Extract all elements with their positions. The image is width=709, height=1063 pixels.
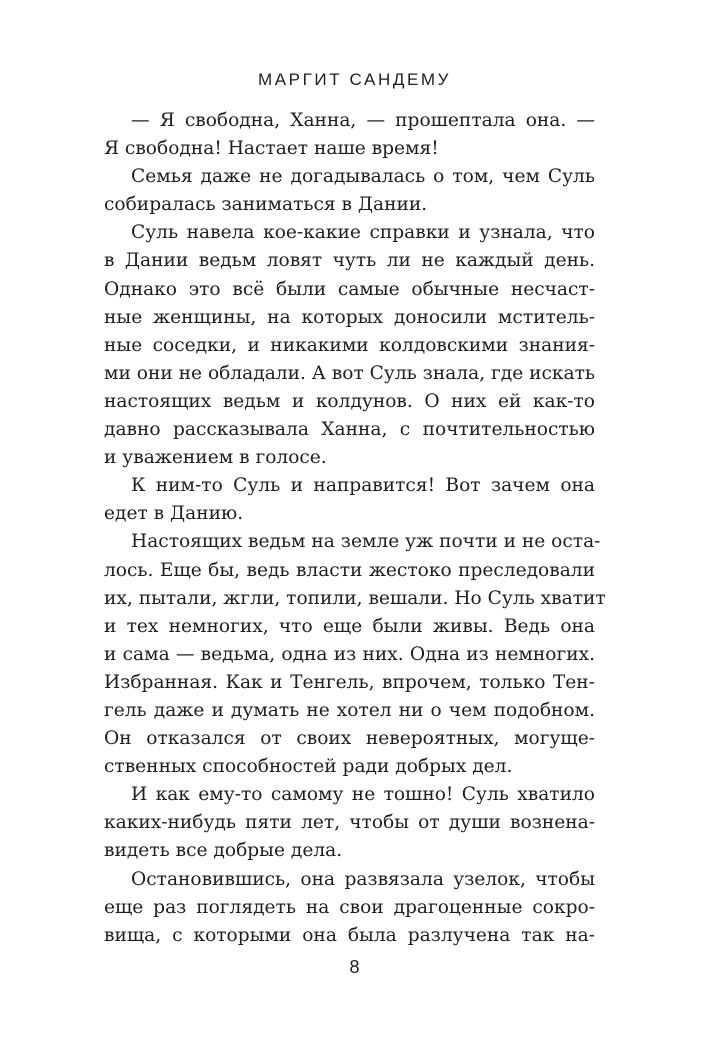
text-line: К ним-то Суль и направится! Вот зачем она [131,475,595,497]
text-line: ные соседки, и никакими колдовскими знания- [104,334,595,356]
text-line: в Дании ведьм ловят чуть ли не каждый день. [104,250,595,272]
page-number: 8 [349,957,360,977]
text-line: вища, с которыми она была разлучена так на- [104,924,595,946]
text-line: ми они не обладали. А вот Суль знала, где искать [104,362,596,384]
text-line: Настоящих ведьм на земле уж почти и не оста- [131,531,601,553]
text-line: Остановившись, она развязала узелок, чтобы [131,868,595,890]
text-line: их, пытали, жгли, топили, вешали. Но Суль хватит [104,587,606,609]
text-line: Я свободна! Настает наше время! [104,138,439,160]
text-line: видеть все добрые дела. [104,840,343,862]
text-line: Однако это всё были самые обычные несчаст- [104,278,595,300]
text-line: собиралась заниматься в Дании. [104,194,428,216]
text-line: и тех немногих, что еще были живы. Ведь она [104,615,595,637]
text-line: гель даже и думать не хотел ни о чем подобном. [104,699,595,721]
text-line: лось. Еще бы, ведь власти жестоко преследовали [104,559,595,581]
text-line: Он отказался от своих невероятных, могуще- [104,728,595,750]
text-line: Суль навела кое-какие справки и узнала, что [131,222,595,244]
text-line: — Я свободна, Ханна, — прошептала она. — [131,110,595,131]
body-text [104,107,606,950]
running-head: МАРГИТ САНДЕМУ [257,70,452,89]
text-line: еще раз поглядеть на свои драгоценные сокро- [104,896,595,918]
text-line: И как ему-то самому не тошно! Суль хватило [131,784,595,806]
text-line: ные женщины, на которых доносили мститель- [104,306,595,328]
text-line: Семья даже не догадывалась о том, чем Суль [131,166,595,188]
text-line: едет в Данию. [104,503,244,525]
text-line: настоящих ведьм и колдунов. О них ей как-то [104,390,595,412]
text-line: каких-нибудь пяти лет, чтобы от души вознена- [104,812,595,834]
text-line: и уважением в голосе. [104,447,327,469]
text-line: Избранная. Как и Тенгель, впрочем, только Тен- [104,671,595,693]
text-line: и сама — ведьма, одна из них. Одна из немногих. [104,643,595,665]
text-line: давно рассказывала Ханна, с почтительностью [104,419,595,441]
text-line: ственных способностей ради добрых дел. [104,756,513,778]
